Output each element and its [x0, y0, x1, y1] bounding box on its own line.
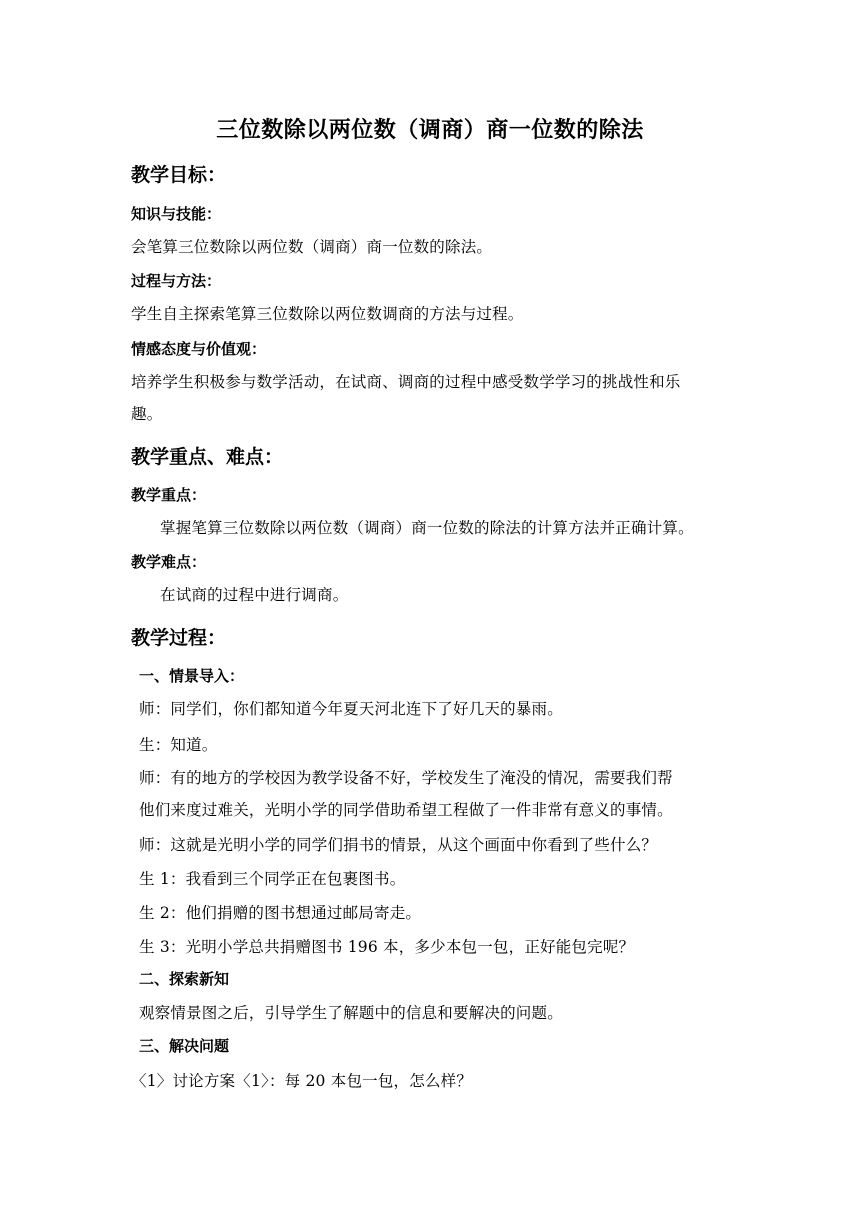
section-explore-heading: 二、探索新知 — [139, 970, 230, 988]
key-points-heading: 教学重点、难点： — [131, 446, 284, 468]
dialogue-line: 生：知道。 — [139, 736, 218, 754]
solve-text: 〈1〉讨论方案〈1〉：每 20 本包一包，怎么样？ — [131, 1072, 473, 1090]
dialogue-line-continued: 他们来度过难关，光明小学的同学借助希望工程做了一件非常有意义的事情。 — [139, 801, 673, 819]
process-method-text: 学生自主探索笔算三位数除以两位数调商的方法与过程。 — [131, 305, 524, 323]
knowledge-heading: 知识与技能： — [131, 205, 222, 223]
document-title: 三位数除以两位数（调商）商一位数的除法 — [216, 117, 644, 143]
dialogue-line: 师：同学们，你们都知道今年夏天河北连下了好几天的暴雨。 — [139, 700, 563, 718]
attitude-text-line2: 趣。 — [131, 405, 163, 423]
explore-text: 观察情景图之后，引导学生了解题中的信息和要解决的问题。 — [139, 1004, 563, 1022]
process-heading: 教学过程： — [131, 627, 227, 649]
attitude-text-line1: 培养学生积极参与数学活动，在试商、调商的过程中感受数学学习的挑战性和乐 — [131, 373, 681, 391]
focus-text: 掌握笔算三位数除以两位数（调商）商一位数的除法的计算方法并正确计算。 — [160, 519, 694, 537]
process-method-heading: 过程与方法： — [131, 272, 222, 290]
section-solve-heading: 三、解决问题 — [139, 1037, 230, 1055]
dialogue-line: 师：这就是光明小学的同学们捐书的情景，从这个画面中你看到了些什么？ — [139, 836, 658, 854]
section-intro-heading: 一、情景导入： — [139, 667, 245, 685]
objectives-heading: 教学目标： — [131, 164, 227, 186]
difficulty-text: 在试商的过程中进行调商。 — [160, 586, 349, 604]
attitude-heading: 情感态度与价值观： — [131, 340, 267, 358]
difficulty-heading: 教学难点： — [131, 553, 207, 571]
dialogue-line: 生 2：他们捐赠的图书想通过邮局寄走。 — [139, 904, 422, 922]
dialogue-line: 师：有的地方的学校因为教学设备不好，学校发生了淹没的情况，需要我们帮 — [139, 769, 673, 787]
dialogue-line: 生 1：我看到三个同学正在包裹图书。 — [139, 870, 406, 888]
focus-heading: 教学重点： — [131, 486, 207, 504]
knowledge-text: 会笔算三位数除以两位数（调商）商一位数的除法。 — [131, 238, 493, 256]
dialogue-line: 生 3：光明小学总共捐赠图书 196 本，多少本包一包，正好能包完呢？ — [139, 938, 635, 956]
